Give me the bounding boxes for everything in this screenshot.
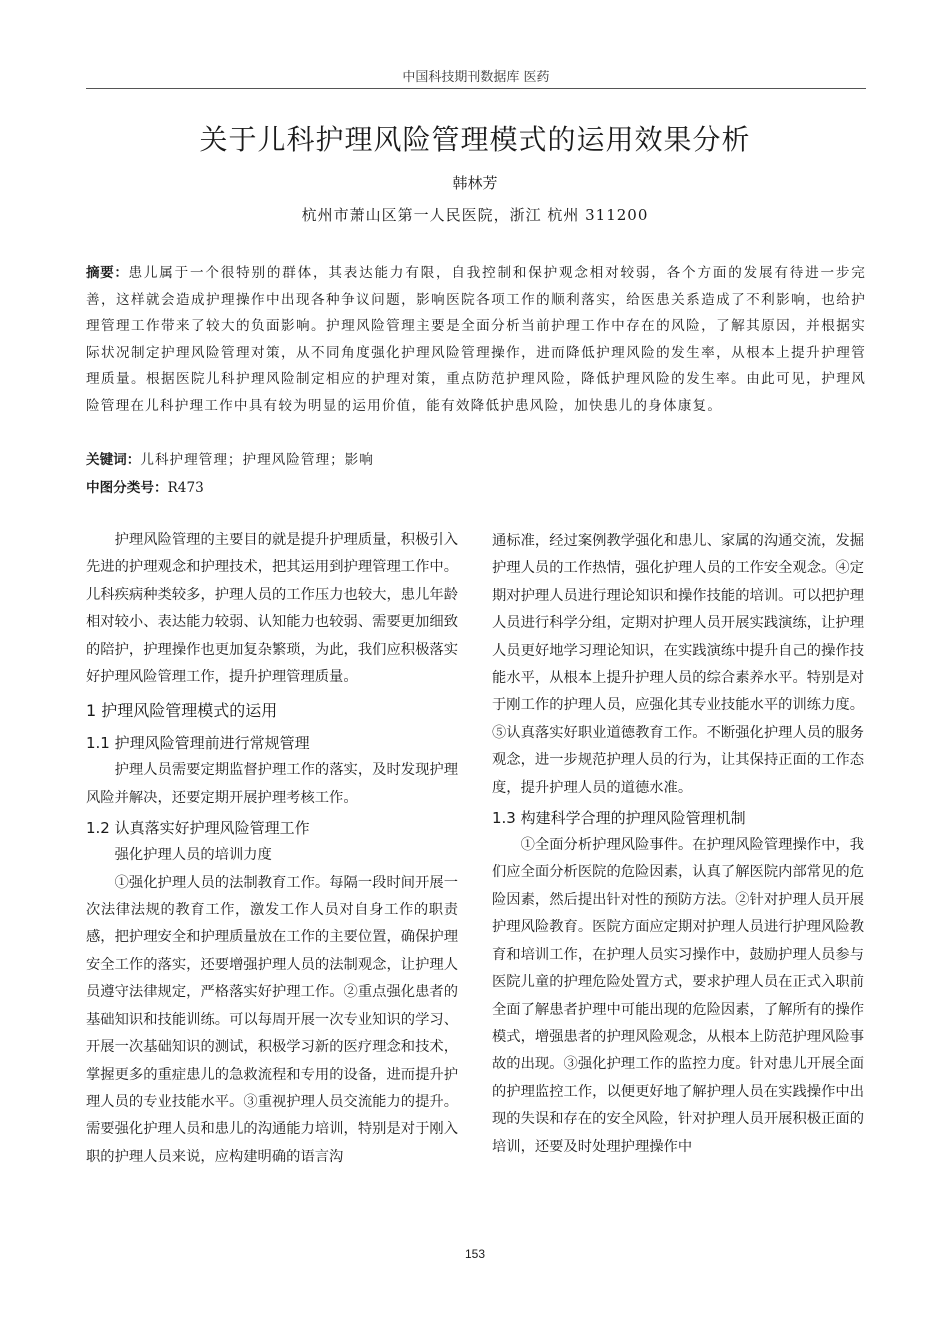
classification xyxy=(86,476,866,500)
journal-header: 中国科技期刊数据库 医药 xyxy=(86,66,866,89)
keywords-label: 关键词： xyxy=(86,452,141,468)
paragraph-1-1: 护理人员需要定期监督护理工作的落实，及时发现护理风险并解决，还要定期开展护理考核工作。 xyxy=(86,762,458,806)
keywords-text: 儿科护理管理；护理风险管理；影响 xyxy=(140,452,374,468)
abstract xyxy=(86,260,866,419)
left-column xyxy=(86,527,458,1227)
keywords xyxy=(86,448,866,472)
section-heading-1-1: 1.1 护理风险管理前进行常规管理 xyxy=(86,734,310,753)
section-heading-1-3: 1.3 构建科学合理的护理风险管理机制 xyxy=(492,809,746,828)
page-number: 153 xyxy=(464,1247,486,1261)
affiliation: 杭州市萧山区第一人民医院，浙江 杭州 311200 xyxy=(301,206,649,224)
author: 韩林芳 xyxy=(452,174,498,192)
section-heading-1: 1 护理风险管理模式的运用 xyxy=(86,701,278,721)
paragraph-1-2-subtitle: 强化护理人员的培训力度 xyxy=(114,847,272,864)
clc-label: 中图分类号： xyxy=(86,480,168,496)
clc-text: R473 xyxy=(167,480,204,496)
paragraph-continued: 通标准，经过案例教学强化和患儿、家属的沟通交流，发掘护理人员的工作热情，强化护理人员的工作安全观念。④定期对护理人员进行理论知识和操作技能的培训。可以把护理人员进行科学分组，定期对护理人员开展实践演练，让护理人员更好地学习理论知识，在实践演练中提升自己的操作技能水平，从根本上提升护理人员的综合素养水平。特别是对于刚工作的护理人员，应强化其专业技能水平的训练力度。⑤认真落实好职业道德教育工作。不断强化护理人员的服务观念，进一步规范护理人员的行为，让其保持正面的工作态度，提升护理人员的道德水准。 xyxy=(492,533,864,796)
intro-paragraph: 护理风险管理的主要目的就是提升护理质量，积极引入先进的护理观念和护理技术，把其运用到护理管理工作中。儿科疾病种类较多，护理人员的工作压力也较大，患儿年龄相对较小、表达能力较弱、认知能力也较弱、需要更加细致的陪护，护理操作也更加复杂繁琐，为此，我们应积极落实好护理风险管理工作，提升护理管理质量。 xyxy=(86,532,458,686)
section-heading-1-2: 1.2 认真落实好护理风险管理工作 xyxy=(86,819,310,838)
paragraph-1-3: ①全面分析护理风险事件。在护理风险管理操作中，我们应全面分析医院的危险因素，认真了解医院内部常见的危险因素，然后提出针对性的预防方法。②针对护理人员开展护理风险教育。医院方面应定期对护理人员进行护理风险教育和培训工作，在护理人员实习操作中，鼓励护理人员参与医院儿童的护理危险处置方式，要求护理人员在正式入职前全面了解患者护理中可能出现的危险因素，了解所有的操作模式，增强患者的护理风险观念，从根本上防范护理风险事故的出现。③强化护理工作的监控力度。针对患儿开展全面的护理监控工作，以便更好地了解护理人员在实践操作中出现的失误和存在的安全风险，针对护理人员开展积极正面的培训，还要及时处理护理操作中 xyxy=(492,837,864,1155)
abstract-label: 摘要： xyxy=(86,265,129,281)
paragraph-1-2: ①强化护理人员的法制教育工作。每隔一段时间开展一次法律法规的教育工作，激发工作人员对自身工作的职责感，把护理安全和护理质量放在工作的主要位置，确保护理安全工作的落实，还要增强护理人员的法制观念，让护理人员遵守法律规定，严格落实好护理工作。②重点强化患者的基础知识和技能训练。可以每周开展一次专业知识的学习、开展一次基础知识的测试，积极学习新的医疗理念和技术，掌握更多的重症患儿的急救流程和专用的设备，进而提升护理人员的专业技能水平。③重视护理人员交流能力的提升。需要强化护理人员和患儿的沟通能力培训，特别是对于刚入职的护理人员来说，应构建明确的语言沟 xyxy=(86,874,458,1165)
abstract-text: 患儿属于一个很特别的群体，其表达能力有限，自我控制和保护观念相对较弱，各个方面的发展有待进一步完善，这样就会造成护理操作中出现各种争议问题，影响医院各项工作的顺利落实，给医患关系造成了不利影响，也给护理管理工作带来了较大的负面影响。护理风险管理主要是全面分析当前护理工作中存在的风险，了解其原因，并根据实际状况制定护理风险管理对策，从不同角度强化护理风险管理操作，进而降低护理风险的发生率，从根本上提升护理管理质量。根据医院儿科护理风险制定相应的护理对策，重点防范护理风险，降低护理风险的发生率。由此可见，护理风险管理在儿科护理工作中具有较为明显的运用价值，能有效降低护患风险，加快患儿的身体康复。 xyxy=(86,265,866,414)
right-column xyxy=(492,528,864,1228)
paper-title: 关于儿科护理风险管理模式的运用效果分析 xyxy=(199,123,751,156)
